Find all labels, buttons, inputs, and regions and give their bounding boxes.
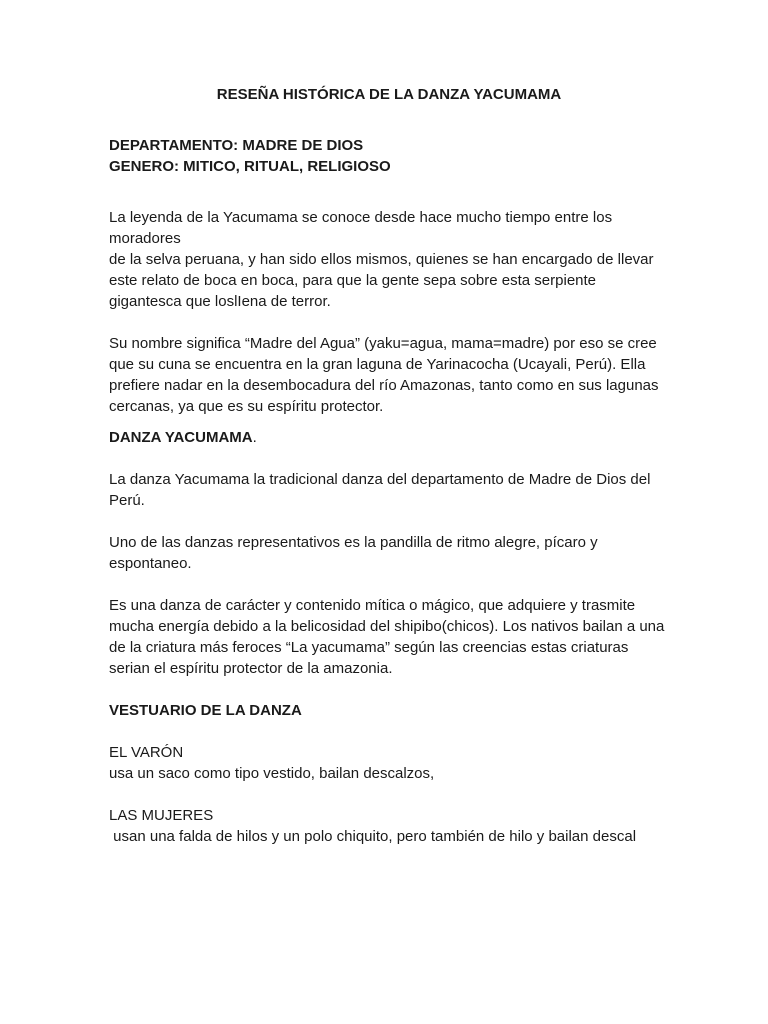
dance-line: espontaneo. [109,555,192,572]
dance-line: Perú. [109,492,145,509]
name-meaning-paragraph [109,333,669,417]
document-title: RESEÑA HISTÓRICA DE LA DANZA YACUMAMA [216,86,562,103]
intro-line: moradores [109,230,181,247]
dance-heading-suffix: . [252,429,257,446]
document-page [109,84,669,868]
dance-paragraph-3 [109,595,669,679]
intro-line: gigantesca que loslIena de terror. [109,293,331,310]
women-text: usan una falda de hilos y un polo chiquito, pero también de hilo y bailan descal [109,828,637,845]
name-meaning-line: prefiere nadar en la desembocadura del río Amazonas, tanto como en sus lagunas [109,377,659,394]
genre-line: GENERO: MITICO, RITUAL, RELIGIOSO [109,158,391,175]
name-meaning-line: que su cuna se encuentra en la gran laguna de Yarinacocha (Ucayali, Perú). Ella [109,356,646,373]
costume-heading: VESTUARIO DE LA DANZA [109,702,302,719]
dance-line: Uno de las danzas representativos es la pandilla de ritmo alegre, pícaro y [109,534,598,551]
intro-line: La leyenda de la Yacumama se conoce desde hace mucho tiempo entre los [109,209,613,226]
intro-line: este relato de boca en boca, para que la gente sepa sobre esta serpiente [109,272,597,289]
dance-paragraph-1 [109,469,669,511]
intro-line: de la selva peruana, y han sido ellos mismos, quienes se han encargado de llevar [109,251,654,268]
men-label: EL VARÓN [109,744,184,761]
name-meaning-line: Su nombre significa “Madre del Agua” (yaku=agua, mama=madre) por eso se cree [109,335,657,352]
dance-line: de la criatura más feroces “La yacumama” según las creencias estas criaturas [109,639,629,656]
department-line: DEPARTAMENTO: MADRE DE DIOS [109,137,364,154]
intro-paragraph [109,207,669,312]
dance-line: La danza Yacumama la tradicional danza del departamento de Madre de Dios del [109,471,651,488]
name-meaning-line: cercanas, ya que es su espíritu protector. [109,398,384,415]
dance-line: mucha energía debido a la belicosidad del shipibo(chicos). Los nativos bailan a una [109,618,665,635]
dance-line: Es una danza de carácter y contenido mítica o mágico, que adquiere y trasmite [109,597,636,614]
women-costume [109,805,669,847]
dance-line: serian el espíritu protector de la amazonia. [109,660,393,677]
dance-paragraph-2 [109,532,669,574]
women-label: LAS MUJERES [109,807,214,824]
document-meta [109,135,669,177]
men-text: usa un saco como tipo vestido, bailan descalzos, [109,765,435,782]
men-costume [109,742,669,784]
dance-heading-text: DANZA YACUMAMA [109,429,253,446]
dance-heading [109,427,669,448]
